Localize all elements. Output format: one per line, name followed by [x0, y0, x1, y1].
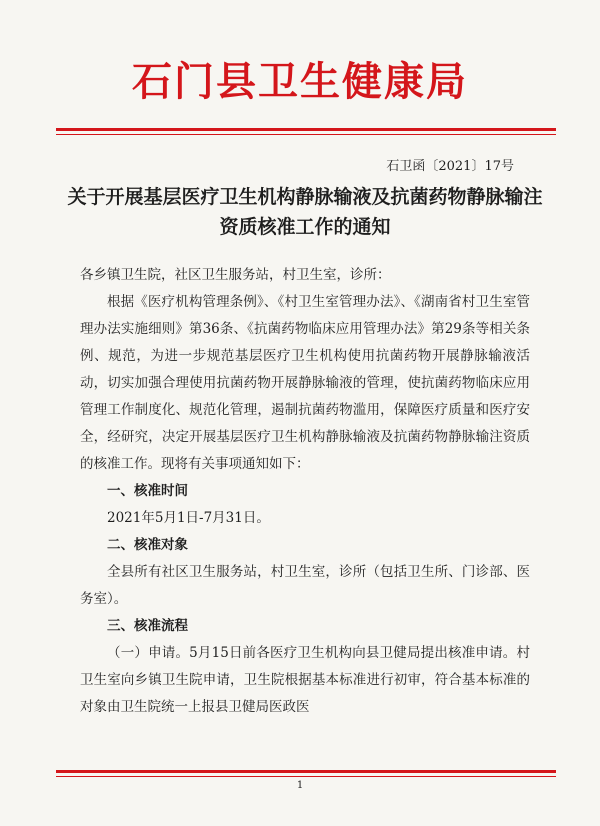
- document-title: 关于开展基层医疗卫生机构静脉输液及抗菌药物静脉输注资质核准工作的通知: [67, 186, 543, 238]
- intro-paragraph: 根据《医疗机构管理条例》、《村卫生室管理办法》、《湖南省村卫生室管理办法实施细则》第36条、《抗菌药物临床应用管理办法》第29条等相关条例、规范，为进一步规范基层医疗卫生机构使用抗菌药物开展静脉输液活动，切实加强合理使用抗菌药物开展静脉输液的管理，使抗菌药物临床应用管理工作制度化、规范化管理，遏制抗菌药物滥用，保障医疗质量和医疗安全，经研究，决定开展基层医疗卫生机构静脉输液及抗菌药物静脉输注资质的核准工作。现将有关事项通知如下：: [80, 294, 530, 472]
- section-content: 2021年5月1日-7月31日。: [107, 510, 270, 526]
- section-heading: 二、核准对象: [107, 537, 188, 553]
- section-heading: 三、核准流程: [107, 618, 188, 634]
- section-content: （一）申请。5月15日前各医疗卫生机构向县卫健局提出核准申请。村卫生室向乡镇卫生院申请，卫生院根据基本标准进行初审，符合基本标准的对象由卫生院统一上报县卫健局医政医: [80, 645, 530, 715]
- section-content: 全县所有社区卫生服务站，村卫生室，诊所（包括卫生所、门诊部、医务室）。: [80, 564, 530, 607]
- page-number: 1: [296, 780, 304, 791]
- document-number: 石卫函〔2021〕17号: [386, 159, 514, 174]
- salutation: 各乡镇卫生院，社区卫生服务站，村卫生室，诊所：: [80, 267, 391, 283]
- document-body: [80, 262, 530, 721]
- footer-red-rule-thin: [56, 776, 556, 777]
- section-heading: 一、核准时间: [107, 483, 188, 499]
- header-red-rule-thick: [56, 128, 556, 131]
- header-red-rule-thin: [56, 134, 556, 135]
- org-header-title: 石门县卫生健康局: [132, 58, 468, 105]
- footer-red-rule-thick: [56, 770, 556, 773]
